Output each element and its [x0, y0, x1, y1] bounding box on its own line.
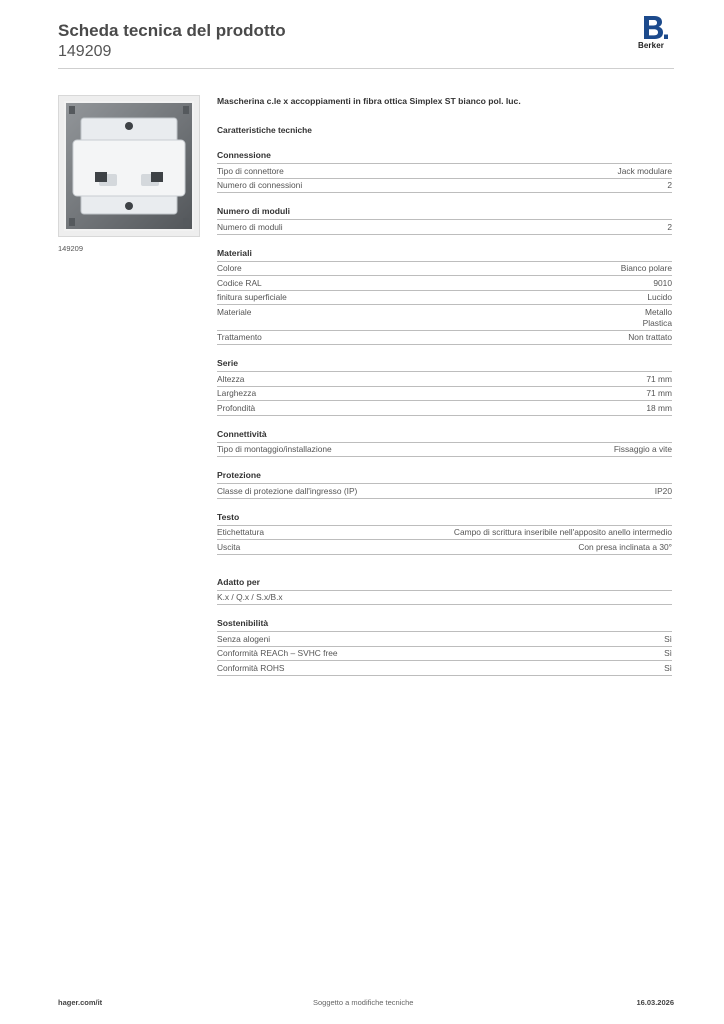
spec-row	[217, 331, 672, 346]
section-title: Protezione	[217, 470, 672, 484]
spec-value	[646, 374, 672, 385]
spec-section	[217, 512, 672, 555]
spec-label: Conformità ROHS	[217, 662, 285, 673]
spec-row	[217, 632, 672, 647]
spec-value	[664, 648, 672, 659]
product-code: 149209	[58, 43, 112, 60]
spec-value-line: 71 mm	[646, 388, 672, 398]
spec-value-line: IP20	[654, 485, 672, 496]
spec-row	[217, 387, 672, 402]
spec-value-line: 2	[667, 221, 672, 232]
spec-section	[217, 470, 672, 499]
spec-label: Conformità REACh – SVHC free	[217, 648, 338, 658]
spec-subtitle: Caratteristiche tecniche	[217, 125, 312, 135]
spec-row	[217, 276, 672, 291]
footer-website: hager.com/it	[58, 998, 103, 1007]
spec-value	[643, 307, 672, 329]
spec-value-line: Sì	[664, 662, 672, 673]
spec-row	[217, 372, 672, 387]
spec-value	[667, 222, 672, 233]
section-title: Testo	[217, 512, 672, 526]
spec-label: Codice RAL	[217, 277, 262, 288]
spec-value	[628, 332, 672, 343]
logo-text: Berker	[638, 41, 664, 50]
section-title: Connessione	[217, 150, 672, 164]
spec-value-line: 71 mm	[646, 373, 672, 384]
spec-value	[454, 527, 672, 538]
spec-value-line: Plastica	[642, 317, 672, 328]
spec-sections	[217, 150, 672, 676]
spec-label: Larghezza	[217, 388, 257, 398]
spec-row	[217, 526, 672, 541]
spec-value-line: Fissaggio a vite	[613, 444, 672, 454]
spec-label: K.x / Q.x / S.x/B.x	[217, 592, 283, 602]
spec-value-line: Lucido	[647, 292, 672, 302]
spec-section	[217, 206, 672, 235]
spec-value-line: Sì	[664, 633, 672, 644]
spec-value	[614, 444, 672, 455]
footer-date: 16.03.2026	[636, 998, 674, 1007]
spec-value-line: Con presa inclinata a 30°	[578, 541, 672, 552]
spec-label: Etichettatura	[217, 527, 265, 537]
spec-row	[217, 262, 672, 277]
spec-value	[647, 292, 672, 303]
spec-label: Profondità	[217, 402, 256, 413]
spec-label: Uscita	[217, 541, 241, 552]
page-title: Scheda tecnica del prodotto	[58, 21, 286, 40]
spec-section	[217, 618, 672, 676]
spec-value	[621, 263, 672, 274]
spec-value	[667, 180, 672, 191]
spec-section	[217, 248, 672, 346]
spec-value-line: Metallo	[645, 306, 672, 317]
spec-value	[664, 634, 672, 645]
spec-row	[217, 661, 672, 676]
spec-value-line: Jack modulare	[617, 165, 672, 176]
spec-label: Colore	[217, 263, 242, 273]
spec-row	[217, 179, 672, 194]
spec-value-line: 2	[667, 180, 672, 190]
spec-row	[217, 591, 672, 606]
spec-value	[664, 663, 672, 674]
spec-label: Tipo di montaggio/installazione	[217, 444, 332, 454]
spec-row	[217, 540, 672, 555]
page-header	[58, 20, 286, 62]
spec-value	[655, 486, 672, 497]
section-title: Serie	[217, 358, 672, 372]
spec-value-line: Non trattato	[628, 332, 672, 342]
berker-logo	[638, 16, 676, 50]
spec-label: Trattamento	[217, 332, 262, 342]
spec-value	[618, 166, 672, 177]
footer-note: Soggetto a modifiche tecniche	[313, 998, 414, 1007]
spec-label: Numero di moduli	[217, 221, 283, 232]
spec-row	[217, 291, 672, 306]
spec-row	[217, 484, 672, 499]
section-title: Connettività	[217, 429, 672, 443]
spec-value-line: Sì	[664, 648, 672, 658]
section-title: Materiali	[217, 248, 672, 262]
spec-label: Numero di connessioni	[217, 180, 303, 190]
spec-row	[217, 647, 672, 662]
spec-value	[646, 403, 672, 414]
spec-row	[217, 401, 672, 416]
spec-section	[217, 150, 672, 193]
spec-label: Tipo di connettore	[217, 165, 284, 176]
spec-value	[578, 542, 672, 553]
spec-section	[217, 358, 672, 416]
spec-value-line: 18 mm	[646, 402, 672, 413]
image-caption: 149209	[58, 244, 84, 253]
product-title: Mascherina c.le x accoppiamenti in fibra ottica Simplex ST bianco pol. luc.	[217, 96, 521, 106]
section-title: Numero di moduli	[217, 206, 672, 220]
spec-section	[217, 577, 672, 606]
spec-content	[217, 96, 672, 676]
spec-row	[217, 443, 672, 458]
spec-value-line: 9010	[653, 277, 672, 288]
spec-row	[217, 164, 672, 179]
spec-label: Senza alogeni	[217, 633, 271, 644]
spec-value-line: Campo di scrittura inseribile nell'apposito anello intermedio	[453, 527, 672, 537]
spec-value-line: Bianco polare	[620, 263, 672, 273]
spec-label: finitura superficiale	[217, 292, 287, 302]
spec-label: Materiale	[217, 306, 252, 317]
product-image	[58, 95, 200, 237]
spec-row	[217, 305, 672, 331]
spec-label: Classe di protezione dall'ingresso (IP)	[217, 485, 358, 496]
spec-value	[653, 278, 672, 289]
spec-label: Altezza	[217, 373, 245, 384]
spec-section	[217, 429, 672, 458]
logo-mark-icon	[642, 16, 668, 40]
spec-value	[646, 388, 672, 399]
header-divider	[58, 68, 674, 69]
section-title: Adatto per	[217, 577, 672, 591]
spec-row	[217, 220, 672, 235]
section-title: Sostenibilità	[217, 618, 672, 632]
